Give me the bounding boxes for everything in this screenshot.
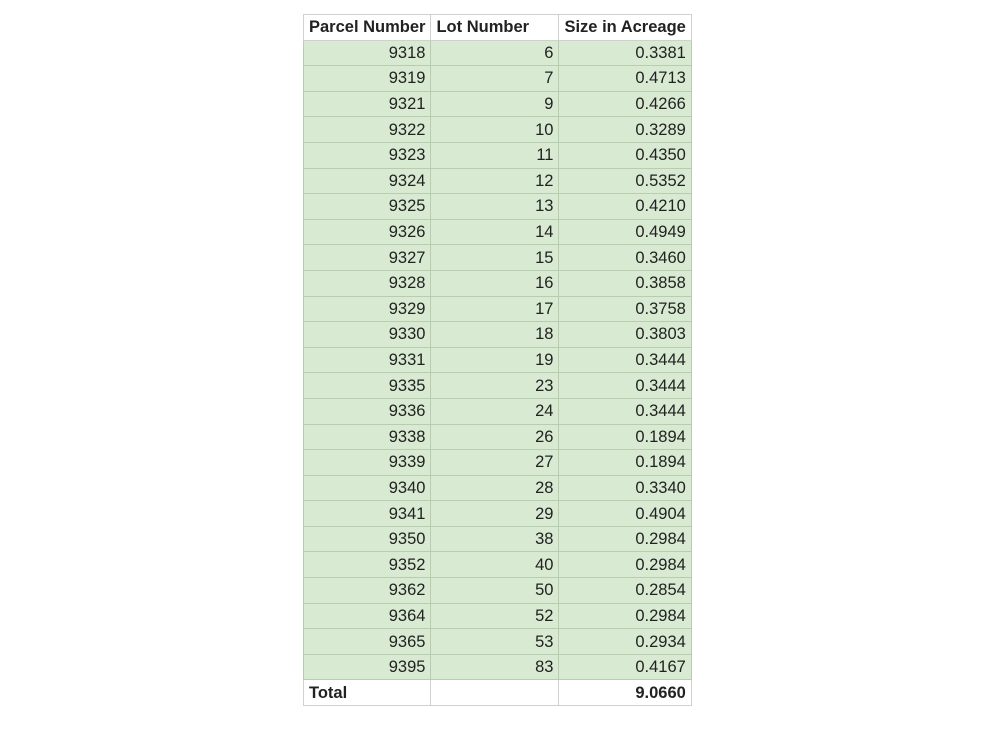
- parcel-number-cell[interactable]: 9336: [304, 398, 431, 424]
- total-value[interactable]: 9.0660: [559, 680, 691, 706]
- lot-number-cell[interactable]: 13: [431, 194, 559, 220]
- acreage-cell[interactable]: 0.3758: [559, 296, 691, 322]
- acreage-cell[interactable]: 0.3803: [559, 322, 691, 348]
- table-body: [304, 40, 692, 680]
- table-row: [304, 475, 692, 501]
- lot-number-cell[interactable]: 38: [431, 526, 559, 552]
- acreage-cell[interactable]: 0.4949: [559, 219, 691, 245]
- parcel-number-cell[interactable]: 9350: [304, 526, 431, 552]
- lot-number-cell[interactable]: 12: [431, 168, 559, 194]
- table-row: [304, 245, 692, 271]
- table-row: [304, 424, 692, 450]
- acreage-cell[interactable]: 0.2934: [559, 629, 691, 655]
- acreage-cell[interactable]: 0.4167: [559, 654, 691, 680]
- table-row: [304, 603, 692, 629]
- lot-number-cell[interactable]: 15: [431, 245, 559, 271]
- lot-number-cell[interactable]: 14: [431, 219, 559, 245]
- parcel-number-cell[interactable]: 9327: [304, 245, 431, 271]
- table-row: [304, 552, 692, 578]
- table-row: [304, 296, 692, 322]
- acreage-cell[interactable]: 0.2984: [559, 526, 691, 552]
- acreage-cell[interactable]: 0.5352: [559, 168, 691, 194]
- table-row: [304, 501, 692, 527]
- lot-number-cell[interactable]: 83: [431, 654, 559, 680]
- lot-number-cell[interactable]: 11: [431, 142, 559, 168]
- table-row: [304, 168, 692, 194]
- total-lot-cell[interactable]: [431, 680, 559, 706]
- parcel-number-cell[interactable]: 9339: [304, 450, 431, 476]
- table-row: [304, 654, 692, 680]
- table-row: [304, 322, 692, 348]
- acreage-cell[interactable]: 0.3460: [559, 245, 691, 271]
- acreage-cell[interactable]: 0.3444: [559, 373, 691, 399]
- lot-number-cell[interactable]: 27: [431, 450, 559, 476]
- parcel-number-cell[interactable]: 9318: [304, 40, 431, 66]
- table-row: [304, 91, 692, 117]
- lot-number-cell[interactable]: 53: [431, 629, 559, 655]
- table-row: [304, 66, 692, 92]
- parcel-number-cell[interactable]: 9322: [304, 117, 431, 143]
- lot-number-cell[interactable]: 19: [431, 347, 559, 373]
- lot-number-cell[interactable]: 40: [431, 552, 559, 578]
- lot-number-cell[interactable]: 18: [431, 322, 559, 348]
- parcel-number-cell[interactable]: 9323: [304, 142, 431, 168]
- acreage-cell[interactable]: 0.4713: [559, 66, 691, 92]
- lot-number-cell[interactable]: 52: [431, 603, 559, 629]
- lot-number-cell[interactable]: 29: [431, 501, 559, 527]
- table-row: [304, 40, 692, 66]
- table-row: [304, 526, 692, 552]
- table-row: [304, 117, 692, 143]
- lot-number-cell[interactable]: 50: [431, 578, 559, 604]
- parcel-number-cell[interactable]: 9365: [304, 629, 431, 655]
- parcel-number-cell[interactable]: 9330: [304, 322, 431, 348]
- parcel-number-cell[interactable]: 9329: [304, 296, 431, 322]
- parcel-number-cell[interactable]: 9331: [304, 347, 431, 373]
- table-row: [304, 398, 692, 424]
- acreage-cell[interactable]: 0.3289: [559, 117, 691, 143]
- parcel-number-cell[interactable]: 9364: [304, 603, 431, 629]
- table-row: [304, 347, 692, 373]
- table-row: [304, 578, 692, 604]
- acreage-cell[interactable]: 0.4266: [559, 91, 691, 117]
- parcel-number-cell[interactable]: 9352: [304, 552, 431, 578]
- total-row: [304, 680, 692, 706]
- table-row: [304, 373, 692, 399]
- table-row: [304, 270, 692, 296]
- acreage-cell[interactable]: 0.1894: [559, 450, 691, 476]
- acreage-cell[interactable]: 0.3381: [559, 40, 691, 66]
- header-row: [304, 15, 692, 41]
- parcel-number-cell[interactable]: 9326: [304, 219, 431, 245]
- lot-number-cell[interactable]: 24: [431, 398, 559, 424]
- parcel-number-cell[interactable]: 9335: [304, 373, 431, 399]
- table-row: [304, 450, 692, 476]
- parcel-number-cell[interactable]: 9395: [304, 654, 431, 680]
- acreage-cell[interactable]: 0.2854: [559, 578, 691, 604]
- acreage-cell[interactable]: 0.4904: [559, 501, 691, 527]
- parcel-number-cell[interactable]: 9319: [304, 66, 431, 92]
- table-row: [304, 629, 692, 655]
- parcel-number-cell[interactable]: 9325: [304, 194, 431, 220]
- acreage-cell[interactable]: 0.2984: [559, 552, 691, 578]
- lot-number-cell[interactable]: 26: [431, 424, 559, 450]
- total-label[interactable]: Total: [304, 680, 431, 706]
- parcel-number-cell[interactable]: 9321: [304, 91, 431, 117]
- parcel-number-cell[interactable]: 9324: [304, 168, 431, 194]
- lot-number-cell[interactable]: 6: [431, 40, 559, 66]
- parcel-number-cell[interactable]: 9328: [304, 270, 431, 296]
- acreage-cell[interactable]: 0.2984: [559, 603, 691, 629]
- acreage-cell[interactable]: 0.3444: [559, 398, 691, 424]
- acreage-cell[interactable]: 0.4350: [559, 142, 691, 168]
- lot-number-cell[interactable]: 28: [431, 475, 559, 501]
- header-lot-number[interactable]: Lot Number: [431, 15, 559, 41]
- lot-number-cell[interactable]: 10: [431, 117, 559, 143]
- lot-number-cell[interactable]: 9: [431, 91, 559, 117]
- table-row: [304, 142, 692, 168]
- parcel-number-cell[interactable]: 9338: [304, 424, 431, 450]
- acreage-cell[interactable]: 0.4210: [559, 194, 691, 220]
- table-row: [304, 194, 692, 220]
- parcel-number-cell[interactable]: 9341: [304, 501, 431, 527]
- acreage-cell[interactable]: 0.3340: [559, 475, 691, 501]
- acreage-cell[interactable]: 0.1894: [559, 424, 691, 450]
- parcel-table: [303, 14, 692, 706]
- lot-number-cell[interactable]: 16: [431, 270, 559, 296]
- header-parcel-number[interactable]: Parcel Number: [304, 15, 431, 41]
- parcel-number-cell[interactable]: 9340: [304, 475, 431, 501]
- lot-number-cell[interactable]: 23: [431, 373, 559, 399]
- acreage-cell[interactable]: 0.3858: [559, 270, 691, 296]
- lot-number-cell[interactable]: 7: [431, 66, 559, 92]
- header-size-in-acreage[interactable]: Size in Acreage: [559, 15, 691, 41]
- table-row: [304, 219, 692, 245]
- parcel-number-cell[interactable]: 9362: [304, 578, 431, 604]
- acreage-cell[interactable]: 0.3444: [559, 347, 691, 373]
- lot-number-cell[interactable]: 17: [431, 296, 559, 322]
